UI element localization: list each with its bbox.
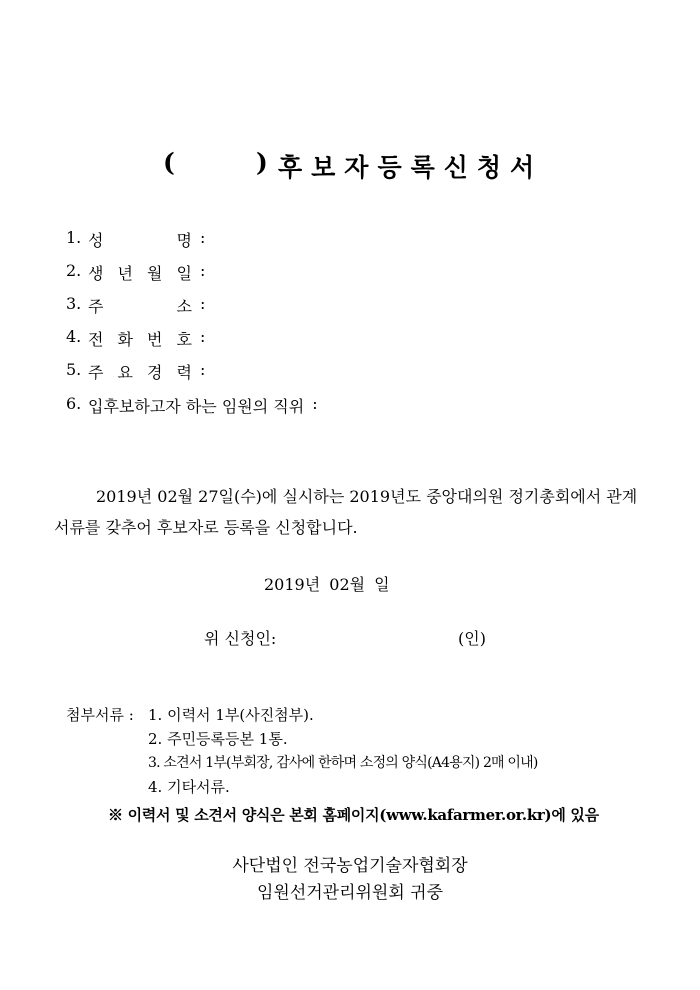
field-number: 4. [66,327,82,346]
title-text: 후보자등록신청서 [278,153,544,182]
field-number: 2. [66,261,82,280]
field-label-char: 전 [88,330,104,349]
field-phone [66,327,205,350]
field-label-char: 주 [88,363,104,382]
recipient-committee: 임원선거관리위원회 귀중 [256,883,444,903]
application-date: 2019년 02월 일 [264,575,390,594]
field-position [66,394,318,417]
seal-mark: (인) [458,629,486,648]
field-number: 3. [66,294,82,313]
field-label [88,360,192,383]
field-name [66,228,205,251]
attachments-label: 첨부서류 : [66,706,134,724]
field-label-char: 호 [176,330,192,349]
field-label-char: 년 [117,264,133,283]
field-address [66,294,205,317]
field-label [88,294,192,317]
organization-name: 사단법인 전국농업기술자협회장 [232,856,468,876]
field-label-char: 요 [117,363,133,382]
field-number: 6. [66,394,82,413]
attachment-item: 3. 소견서 1부(부회장, 감사에 한하며 소정의 양식(A4용지) 2매 이내) [148,755,538,771]
application-statement [54,481,644,543]
field-label-char: 월 [147,264,163,283]
field-colon: : [200,360,206,379]
attachment-item: 4. 기타서류. [148,778,230,796]
field-birthdate [66,261,205,284]
title-open-paren: ( [163,148,175,177]
field-label [88,228,192,251]
field-label-char: 번 [147,330,163,349]
field-label [88,261,192,284]
field-label-char: 력 [176,363,192,382]
field-label-char: 화 [117,330,133,349]
field-colon: : [312,394,318,413]
field-colon: : [200,327,206,346]
field-label: 입후보하고자 하는 임원의 직위 [88,397,305,416]
attachment-item: 2. 주민등록등본 1통. [148,730,288,748]
field-label-char: 소 [176,297,192,316]
field-label-char: 생 [88,264,104,283]
field-label-char: 성 [88,231,104,250]
field-colon: : [200,228,206,247]
attachment-item: 1. 이력서 1부(사진첨부). [148,706,314,724]
title-close-paren: ) [256,148,268,177]
field-colon: : [200,294,206,313]
form-notice: ※ 이력서 및 소견서 양식은 본회 홈페이지(www.kafarmer.or.kr)에 있음 [108,806,599,824]
field-label-char: 경 [147,363,163,382]
applicant-label: 위 신청인: [204,629,277,648]
field-label-char: 명 [176,231,192,250]
field-label [88,327,192,350]
statement-text: 2019년 02월 27일(수)에 실시하는 2019년도 중앙대의원 정기총회에서 관계 서류를 갖추어 후보자로 등록을 신청합니다. [54,487,638,537]
field-number: 5. [66,360,82,379]
field-colon: : [200,261,206,280]
field-label-char: 일 [176,264,192,283]
field-number: 1. [66,228,82,247]
field-career [66,360,205,383]
field-label-char: 주 [88,297,104,316]
